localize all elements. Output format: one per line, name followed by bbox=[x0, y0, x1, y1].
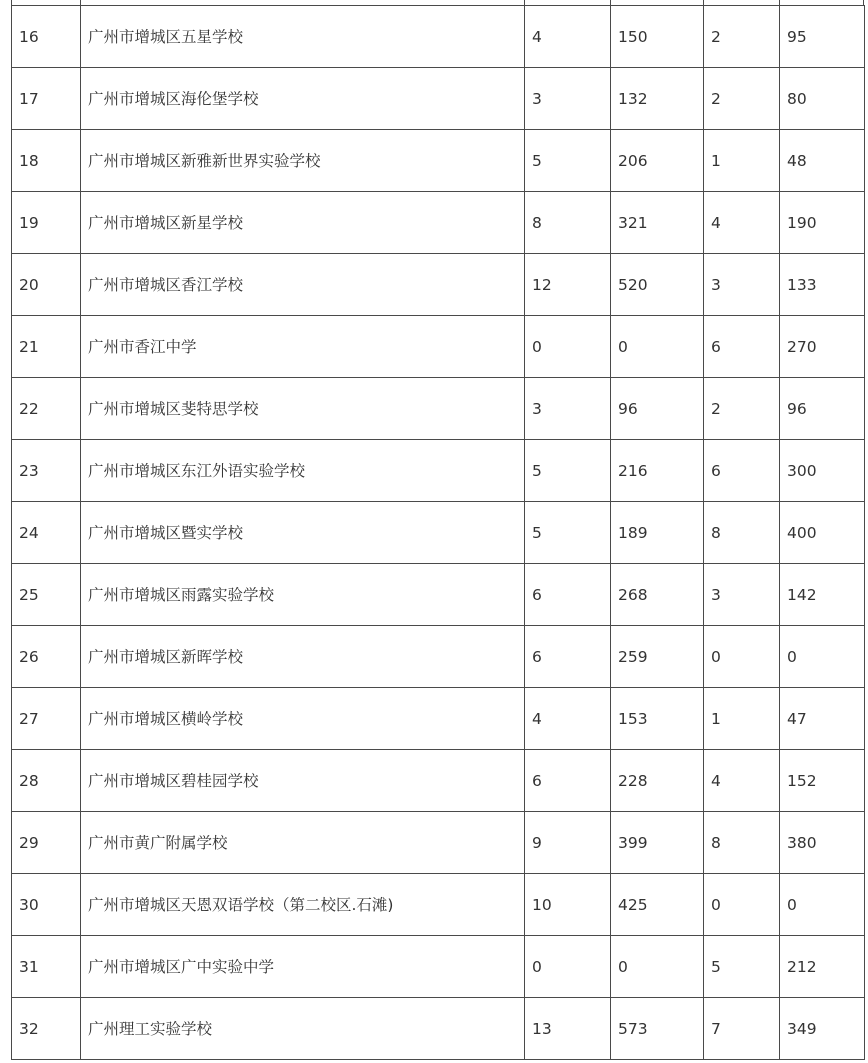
school-name-cell: 广州市增城区东江外语实验学校 bbox=[81, 440, 525, 502]
value-col-3-cell: 4 bbox=[704, 750, 780, 812]
value-col-2-cell: 425 bbox=[611, 874, 704, 936]
school-name-cell: 广州市增城区天恩双语学校（第二校区.石滩) bbox=[81, 874, 525, 936]
table-row bbox=[12, 192, 865, 254]
value-col-2-cell: 216 bbox=[611, 440, 704, 502]
row-number-cell: 16 bbox=[12, 6, 81, 68]
value-col-3-cell: 6 bbox=[704, 316, 780, 378]
value-col-4-cell: 212 bbox=[780, 936, 865, 998]
row-number-cell: 20 bbox=[12, 254, 81, 316]
value-col-4-cell: 96 bbox=[780, 378, 865, 440]
value-col-2-cell: 150 bbox=[611, 6, 704, 68]
row-number-cell: 29 bbox=[12, 812, 81, 874]
school-name-cell: 广州市增城区横岭学校 bbox=[81, 688, 525, 750]
value-col-4-cell: 270 bbox=[780, 316, 865, 378]
school-name-cell: 广州市增城区雨露实验学校 bbox=[81, 564, 525, 626]
value-col-4-cell: 133 bbox=[780, 254, 865, 316]
table-row bbox=[12, 564, 865, 626]
value-col-4-cell: 400 bbox=[780, 502, 865, 564]
value-col-2-cell: 0 bbox=[611, 936, 704, 998]
value-col-4-cell: 0 bbox=[780, 874, 865, 936]
table-row bbox=[12, 750, 865, 812]
row-number-cell: 24 bbox=[12, 502, 81, 564]
row-number-cell: 32 bbox=[12, 998, 81, 1060]
school-name-cell: 广州理工实验学校 bbox=[81, 998, 525, 1060]
row-number-cell: 31 bbox=[12, 936, 81, 998]
value-col-1-cell: 10 bbox=[525, 874, 611, 936]
value-col-2-cell: 153 bbox=[611, 688, 704, 750]
value-col-3-cell: 1 bbox=[704, 130, 780, 192]
value-col-1-cell: 6 bbox=[525, 626, 611, 688]
table-row bbox=[12, 316, 865, 378]
value-col-4-cell: 0 bbox=[780, 626, 865, 688]
value-col-1-cell: 0 bbox=[525, 316, 611, 378]
value-col-1-cell: 4 bbox=[525, 688, 611, 750]
value-col-1-cell: 4 bbox=[525, 6, 611, 68]
row-number-cell: 21 bbox=[12, 316, 81, 378]
school-name-cell: 广州市香江中学 bbox=[81, 316, 525, 378]
row-number-cell: 25 bbox=[12, 564, 81, 626]
row-number-cell: 17 bbox=[12, 68, 81, 130]
table-row bbox=[12, 130, 865, 192]
value-col-2-cell: 321 bbox=[611, 192, 704, 254]
row-number-cell: 22 bbox=[12, 378, 81, 440]
school-name-cell: 广州市增城区新雅新世界实验学校 bbox=[81, 130, 525, 192]
row-number-cell: 19 bbox=[12, 192, 81, 254]
value-col-2-cell: 132 bbox=[611, 68, 704, 130]
value-col-1-cell: 0 bbox=[525, 936, 611, 998]
value-col-4-cell: 48 bbox=[780, 130, 865, 192]
value-col-4-cell: 300 bbox=[780, 440, 865, 502]
value-col-1-cell: 3 bbox=[525, 68, 611, 130]
school-data-table bbox=[11, 5, 865, 1060]
table-body bbox=[12, 6, 865, 1060]
table-row bbox=[12, 936, 865, 998]
value-col-4-cell: 142 bbox=[780, 564, 865, 626]
row-number-cell: 23 bbox=[12, 440, 81, 502]
value-col-4-cell: 380 bbox=[780, 812, 865, 874]
value-col-3-cell: 8 bbox=[704, 502, 780, 564]
row-number-cell: 18 bbox=[12, 130, 81, 192]
value-col-1-cell: 9 bbox=[525, 812, 611, 874]
table-row bbox=[12, 874, 865, 936]
table-row bbox=[12, 378, 865, 440]
value-col-1-cell: 3 bbox=[525, 378, 611, 440]
school-name-cell: 广州市增城区五星学校 bbox=[81, 6, 525, 68]
value-col-1-cell: 13 bbox=[525, 998, 611, 1060]
value-col-1-cell: 12 bbox=[525, 254, 611, 316]
value-col-3-cell: 2 bbox=[704, 68, 780, 130]
row-number-cell: 28 bbox=[12, 750, 81, 812]
value-col-1-cell: 6 bbox=[525, 750, 611, 812]
value-col-2-cell: 520 bbox=[611, 254, 704, 316]
value-col-3-cell: 7 bbox=[704, 998, 780, 1060]
value-col-1-cell: 5 bbox=[525, 502, 611, 564]
value-col-1-cell: 6 bbox=[525, 564, 611, 626]
table-row bbox=[12, 812, 865, 874]
school-name-cell: 广州市增城区暨实学校 bbox=[81, 502, 525, 564]
value-col-2-cell: 573 bbox=[611, 998, 704, 1060]
value-col-3-cell: 2 bbox=[704, 378, 780, 440]
value-col-3-cell: 0 bbox=[704, 874, 780, 936]
value-col-4-cell: 80 bbox=[780, 68, 865, 130]
row-number-cell: 30 bbox=[12, 874, 81, 936]
value-col-3-cell: 0 bbox=[704, 626, 780, 688]
school-name-cell: 广州市黄广附属学校 bbox=[81, 812, 525, 874]
table-row bbox=[12, 440, 865, 502]
value-col-4-cell: 95 bbox=[780, 6, 865, 68]
row-number-cell: 26 bbox=[12, 626, 81, 688]
value-col-3-cell: 1 bbox=[704, 688, 780, 750]
value-col-2-cell: 399 bbox=[611, 812, 704, 874]
school-name-cell: 广州市增城区斐特思学校 bbox=[81, 378, 525, 440]
table-row bbox=[12, 998, 865, 1060]
value-col-2-cell: 0 bbox=[611, 316, 704, 378]
value-col-1-cell: 5 bbox=[525, 440, 611, 502]
school-name-cell: 广州市增城区香江学校 bbox=[81, 254, 525, 316]
table-row bbox=[12, 626, 865, 688]
value-col-3-cell: 4 bbox=[704, 192, 780, 254]
school-name-cell: 广州市增城区新星学校 bbox=[81, 192, 525, 254]
value-col-3-cell: 6 bbox=[704, 440, 780, 502]
school-name-cell: 广州市增城区碧桂园学校 bbox=[81, 750, 525, 812]
value-col-4-cell: 190 bbox=[780, 192, 865, 254]
row-number-cell: 27 bbox=[12, 688, 81, 750]
value-col-2-cell: 189 bbox=[611, 502, 704, 564]
value-col-3-cell: 8 bbox=[704, 812, 780, 874]
value-col-3-cell: 3 bbox=[704, 254, 780, 316]
value-col-2-cell: 268 bbox=[611, 564, 704, 626]
school-name-cell: 广州市增城区新晖学校 bbox=[81, 626, 525, 688]
value-col-4-cell: 47 bbox=[780, 688, 865, 750]
school-name-cell: 广州市增城区海伦堡学校 bbox=[81, 68, 525, 130]
table-row bbox=[12, 6, 865, 68]
value-col-4-cell: 152 bbox=[780, 750, 865, 812]
value-col-3-cell: 3 bbox=[704, 564, 780, 626]
value-col-2-cell: 96 bbox=[611, 378, 704, 440]
school-name-cell: 广州市增城区广中实验中学 bbox=[81, 936, 525, 998]
table-row bbox=[12, 688, 865, 750]
value-col-2-cell: 259 bbox=[611, 626, 704, 688]
value-col-4-cell: 349 bbox=[780, 998, 865, 1060]
value-col-3-cell: 2 bbox=[704, 6, 780, 68]
table-row bbox=[12, 68, 865, 130]
value-col-3-cell: 5 bbox=[704, 936, 780, 998]
value-col-1-cell: 8 bbox=[525, 192, 611, 254]
value-col-2-cell: 228 bbox=[611, 750, 704, 812]
value-col-1-cell: 5 bbox=[525, 130, 611, 192]
table-row bbox=[12, 254, 865, 316]
table-row bbox=[12, 502, 865, 564]
value-col-2-cell: 206 bbox=[611, 130, 704, 192]
